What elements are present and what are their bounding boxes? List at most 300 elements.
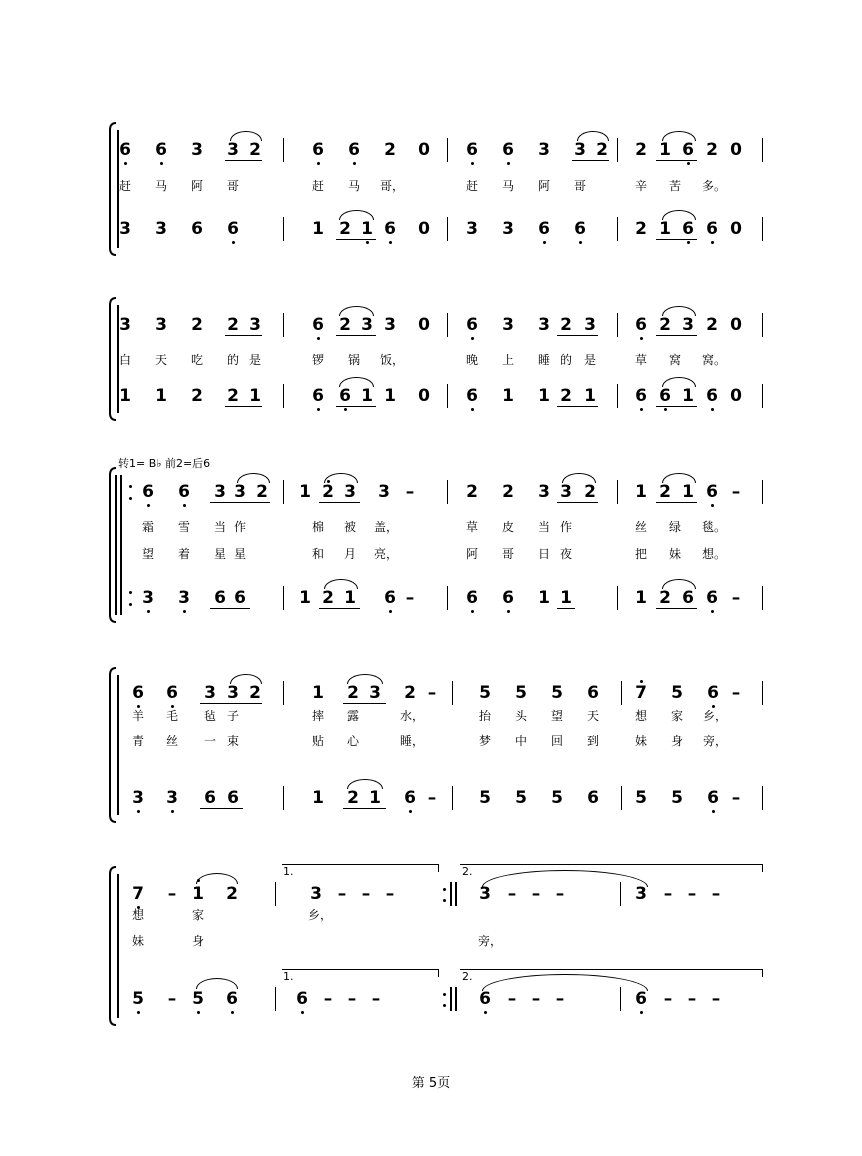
octave-dot (317, 408, 320, 411)
slur (662, 473, 696, 483)
note: 3 (155, 219, 167, 239)
lyric: 和 (311, 547, 324, 561)
note: – (405, 588, 415, 608)
note: – (731, 683, 741, 703)
underline (656, 239, 697, 240)
note: 7 (635, 683, 647, 703)
octave-dot (507, 610, 510, 613)
note: 0 (418, 315, 430, 335)
note: – (663, 989, 673, 1009)
octave-dot (409, 810, 412, 813)
note: 6 (191, 219, 203, 239)
note: 3 (155, 315, 167, 335)
lyric: 丝 (634, 520, 647, 534)
lyric: 抬 (478, 709, 491, 723)
note: – (361, 884, 371, 904)
long-tie (482, 870, 648, 887)
note: 6 (155, 140, 167, 160)
long-tie (482, 974, 648, 991)
volta-first: 1. (283, 865, 294, 878)
lyric: 想 (634, 709, 647, 723)
underline (656, 502, 697, 503)
note: 2 (322, 588, 334, 608)
note: 6 (178, 482, 190, 502)
lyric: 妹 (668, 547, 681, 561)
barline (283, 681, 284, 705)
note: 3 (227, 140, 239, 160)
octave-dot (711, 610, 714, 613)
volta-bracket-end (762, 864, 763, 872)
barline (447, 384, 448, 408)
note: 6 (384, 219, 396, 239)
note: – (385, 884, 395, 904)
lyric: 睡， (400, 734, 425, 748)
left-barline (117, 675, 118, 815)
lyric: 锅 (347, 353, 360, 367)
lyric: 家 (191, 908, 204, 922)
note: 1 (584, 386, 596, 406)
note: 5 (551, 683, 563, 703)
barline (621, 786, 622, 810)
underline (557, 335, 598, 336)
note: 3 (178, 588, 190, 608)
note: 1 (538, 588, 550, 608)
underline (210, 608, 250, 609)
octave-dot (171, 810, 174, 813)
lyric: 的 (226, 353, 239, 367)
lyric: 夜 (559, 547, 572, 561)
lyric: 子 (226, 709, 239, 723)
octave-dot (579, 241, 582, 244)
note: – (687, 989, 697, 1009)
note: – (687, 884, 697, 904)
note: 2 (227, 386, 239, 406)
barline (452, 786, 453, 810)
octave-dot (147, 610, 150, 613)
note: 3 (166, 788, 178, 808)
note: 3 (560, 482, 572, 502)
octave-dot (183, 610, 186, 613)
lyric: 望 (550, 709, 563, 723)
underline (656, 406, 697, 407)
slur (347, 674, 383, 684)
octave-dot (301, 1011, 304, 1014)
lyric: 阿 (537, 179, 550, 193)
octave-dot (137, 906, 140, 909)
note: 3 (384, 315, 396, 335)
lyric: 想 (131, 908, 144, 922)
lyric: 水， (400, 709, 425, 723)
octave-dot (664, 408, 667, 411)
octave-dot (471, 408, 474, 411)
barline (762, 138, 763, 162)
note: 2 (404, 683, 416, 703)
note: 3 (378, 482, 390, 502)
octave-dot (640, 408, 643, 411)
barline (762, 313, 763, 337)
underline (232, 502, 270, 503)
note: – (555, 989, 565, 1009)
note: 3 (191, 140, 203, 160)
barline (283, 480, 284, 504)
left-barline (117, 874, 118, 1018)
octave-dot (640, 680, 643, 683)
lyric: 妹 (131, 934, 144, 948)
note: – (337, 884, 347, 904)
note: 5 (132, 989, 144, 1009)
octave-dot (327, 480, 330, 483)
slur (562, 473, 596, 483)
note: – (711, 989, 721, 1009)
note: 3 (502, 219, 514, 239)
octave-dot (471, 162, 474, 165)
note: 1 (249, 386, 261, 406)
note: 6 (312, 315, 324, 335)
barline (452, 681, 453, 705)
note: 3 (132, 788, 144, 808)
note: 3 (214, 482, 226, 502)
slur (577, 131, 609, 141)
octave-dot (183, 504, 186, 507)
underline (572, 160, 609, 161)
note: 6 (119, 140, 131, 160)
octave-dot (353, 162, 356, 165)
note: 6 (479, 989, 491, 1009)
octave-dot (471, 610, 474, 613)
lyric: 白 (118, 353, 131, 367)
lyric: 阿 (190, 179, 203, 193)
note: 3 (538, 140, 550, 160)
note: 6 (706, 386, 718, 406)
left-barline (115, 475, 116, 615)
note: 3 (682, 315, 694, 335)
slur (662, 210, 696, 220)
note: 0 (730, 219, 742, 239)
barline (617, 586, 618, 610)
octave-dot (711, 241, 714, 244)
note: 0 (418, 219, 430, 239)
repeat-thick-line (120, 475, 122, 615)
note: 1 (682, 482, 694, 502)
note: 0 (418, 386, 430, 406)
lyric: 头 (514, 709, 527, 723)
note: 6 (227, 219, 239, 239)
repeat-end-thick (455, 987, 457, 1011)
lyric: 哥 (573, 179, 586, 193)
octave-dot (232, 241, 235, 244)
note: 6 (466, 386, 478, 406)
repeat-dot (443, 1004, 446, 1007)
note: 1 (682, 386, 694, 406)
repeat-dot (129, 485, 132, 488)
note: 2 (249, 683, 261, 703)
barline (283, 313, 284, 337)
slur (237, 473, 270, 483)
barline (447, 586, 448, 610)
repeat-end-thick (455, 882, 457, 906)
lyric: 马 (347, 179, 360, 193)
repeat-dot (129, 497, 132, 500)
note: 3 (227, 683, 239, 703)
note: 6 (659, 386, 671, 406)
underline (557, 502, 598, 503)
lyric: 吃 (190, 353, 203, 367)
lyric: 是 (583, 353, 596, 367)
octave-dot (640, 337, 643, 340)
lyric: 霜 (141, 520, 154, 534)
lyric: 日 (537, 547, 550, 561)
lyric: 赶 (118, 179, 131, 193)
octave-dot (484, 1011, 487, 1014)
note: 1 (369, 788, 381, 808)
note: 2 (560, 386, 572, 406)
note: 6 (466, 315, 478, 335)
lyric: 的 (559, 353, 572, 367)
underline (557, 406, 598, 407)
barline (283, 786, 284, 810)
note: – (507, 989, 517, 1009)
note: 5 (515, 683, 527, 703)
note: 1 (560, 588, 572, 608)
note: 6 (574, 219, 586, 239)
volta-bracket-end (438, 864, 439, 872)
note: 6 (312, 140, 324, 160)
note: 6 (226, 989, 238, 1009)
lyric: 皮 (501, 520, 514, 534)
repeat-end-line (450, 882, 451, 906)
note: 1 (384, 386, 396, 406)
note: 3 (502, 315, 514, 335)
slur (662, 377, 696, 387)
note: 0 (418, 140, 430, 160)
lyric: 盖， (374, 520, 399, 534)
volta-second: 2. (462, 970, 473, 983)
lyric: 饭， (380, 353, 405, 367)
note: 5 (671, 788, 683, 808)
note: 0 (730, 315, 742, 335)
barline (762, 586, 763, 610)
barline (762, 217, 763, 241)
note: 1 (312, 683, 324, 703)
note: 6 (348, 140, 360, 160)
barline (762, 681, 763, 705)
note: 3 (635, 884, 647, 904)
system-bracket (106, 467, 120, 623)
note: 6 (214, 588, 226, 608)
page-number: 第 5页 (411, 1076, 451, 1091)
underline (225, 160, 262, 161)
barline (762, 384, 763, 408)
octave-dot (366, 241, 369, 244)
octave-dot (160, 162, 163, 165)
lyric: 贴 (311, 734, 324, 748)
note: 1 (119, 386, 131, 406)
note: 2 (584, 482, 596, 502)
octave-dot (389, 241, 392, 244)
lyric: 月 (343, 547, 356, 561)
slur (339, 210, 374, 220)
lyric: 上 (501, 353, 514, 367)
underline (656, 608, 697, 609)
lyric: 身 (191, 934, 204, 948)
volta-bracket-end (438, 969, 439, 977)
note: 3 (204, 683, 216, 703)
octave-dot (711, 408, 714, 411)
barline (617, 217, 618, 241)
underline (336, 335, 376, 336)
lyric: 辛 (634, 179, 647, 193)
note: 3 (479, 884, 491, 904)
lyric: 当 (213, 520, 226, 534)
note: – (731, 482, 741, 502)
lyric: 毯。 (702, 520, 727, 534)
note: – (555, 884, 565, 904)
repeat-dot (129, 591, 132, 594)
barline (275, 882, 276, 906)
note: 0 (730, 386, 742, 406)
octave-dot (147, 504, 150, 507)
note: 5 (479, 788, 491, 808)
lyric: 毡 (203, 709, 216, 723)
note: – (323, 989, 333, 1009)
volta-bracket-end (762, 969, 763, 977)
note: 3 (344, 482, 356, 502)
underline (200, 808, 243, 809)
note: 2 (596, 140, 608, 160)
note: 3 (369, 683, 381, 703)
note: 6 (384, 588, 396, 608)
note: 6 (635, 386, 647, 406)
lyric: 望 (141, 547, 154, 561)
volta-bracket (282, 969, 438, 970)
slur (230, 131, 262, 141)
lyric: 丝 (165, 734, 178, 748)
octave-dot (317, 337, 320, 340)
note: 6 (707, 788, 719, 808)
note: 6 (227, 788, 239, 808)
volta-first: 1. (283, 970, 294, 983)
lyric: 被 (343, 520, 356, 534)
lyric: 着 (177, 547, 190, 561)
barline (762, 480, 763, 504)
volta-second: 2. (462, 865, 473, 878)
note: 3 (466, 219, 478, 239)
note: 6 (682, 140, 694, 160)
lyric: 赶 (311, 179, 324, 193)
lyric: 当 (537, 520, 550, 534)
lyric: 哥， (380, 179, 405, 193)
note: – (531, 884, 541, 904)
lyric: 心 (346, 734, 359, 748)
note: 6 (682, 219, 694, 239)
lyric: 哥 (226, 179, 239, 193)
note: 6 (707, 683, 719, 703)
note: 2 (322, 482, 334, 502)
octave-dot (197, 1011, 200, 1014)
underline (225, 703, 262, 704)
lyric: 星 (213, 547, 226, 561)
note: 5 (192, 989, 204, 1009)
barline (621, 681, 622, 705)
barline (617, 313, 618, 337)
lyric: 窝 (668, 353, 681, 367)
underline (557, 608, 575, 609)
octave-dot (640, 1011, 643, 1014)
lyric: 棉 (311, 520, 324, 534)
octave-dot (389, 610, 392, 613)
underline (319, 608, 360, 609)
lyric: 雪 (177, 520, 190, 534)
note: 5 (515, 788, 527, 808)
note: 1 (344, 588, 356, 608)
slur (339, 377, 374, 387)
slur (662, 579, 696, 589)
note: 0 (730, 140, 742, 160)
slur (347, 779, 383, 789)
barline (617, 384, 618, 408)
note: – (731, 588, 741, 608)
note: 2 (635, 140, 647, 160)
barline (283, 217, 284, 241)
note: 1 (299, 588, 311, 608)
repeat-dot (443, 993, 446, 996)
note: 1 (192, 884, 204, 904)
octave-dot (137, 810, 140, 813)
note: – (531, 989, 541, 1009)
octave-dot (137, 705, 140, 708)
underline (336, 239, 376, 240)
underline (343, 808, 386, 809)
note: 6 (296, 989, 308, 1009)
lyric: 锣 (311, 353, 324, 367)
underline (343, 703, 386, 704)
slur (339, 306, 374, 316)
barline (283, 138, 284, 162)
note: 6 (706, 482, 718, 502)
note: 7 (132, 884, 144, 904)
note: – (167, 989, 177, 1009)
repeat-dot (443, 888, 446, 891)
octave-dot (543, 241, 546, 244)
lyric: 羊 (131, 709, 144, 723)
note: 1 (659, 219, 671, 239)
lyric: 星 (233, 547, 246, 561)
lyric: 睡 (537, 353, 550, 367)
octave-dot (344, 408, 347, 411)
note: 6 (502, 588, 514, 608)
underline (319, 502, 360, 503)
barline (275, 987, 276, 1011)
note: 2 (347, 788, 359, 808)
lyric: 天 (154, 353, 167, 367)
note: 2 (384, 140, 396, 160)
barline (762, 786, 763, 810)
lyric: 赶 (465, 179, 478, 193)
repeat-end-line (450, 987, 451, 1011)
underline (336, 406, 376, 407)
note: 2 (191, 315, 203, 335)
underline (656, 160, 697, 161)
barline (283, 586, 284, 610)
lyric: 把 (634, 547, 647, 561)
lyric: 毛 (165, 709, 178, 723)
note: 6 (587, 788, 599, 808)
note: 2 (635, 219, 647, 239)
lyric: 阿 (465, 547, 478, 561)
note: 2 (466, 482, 478, 502)
lyric: 马 (501, 179, 514, 193)
note: 2 (706, 315, 718, 335)
